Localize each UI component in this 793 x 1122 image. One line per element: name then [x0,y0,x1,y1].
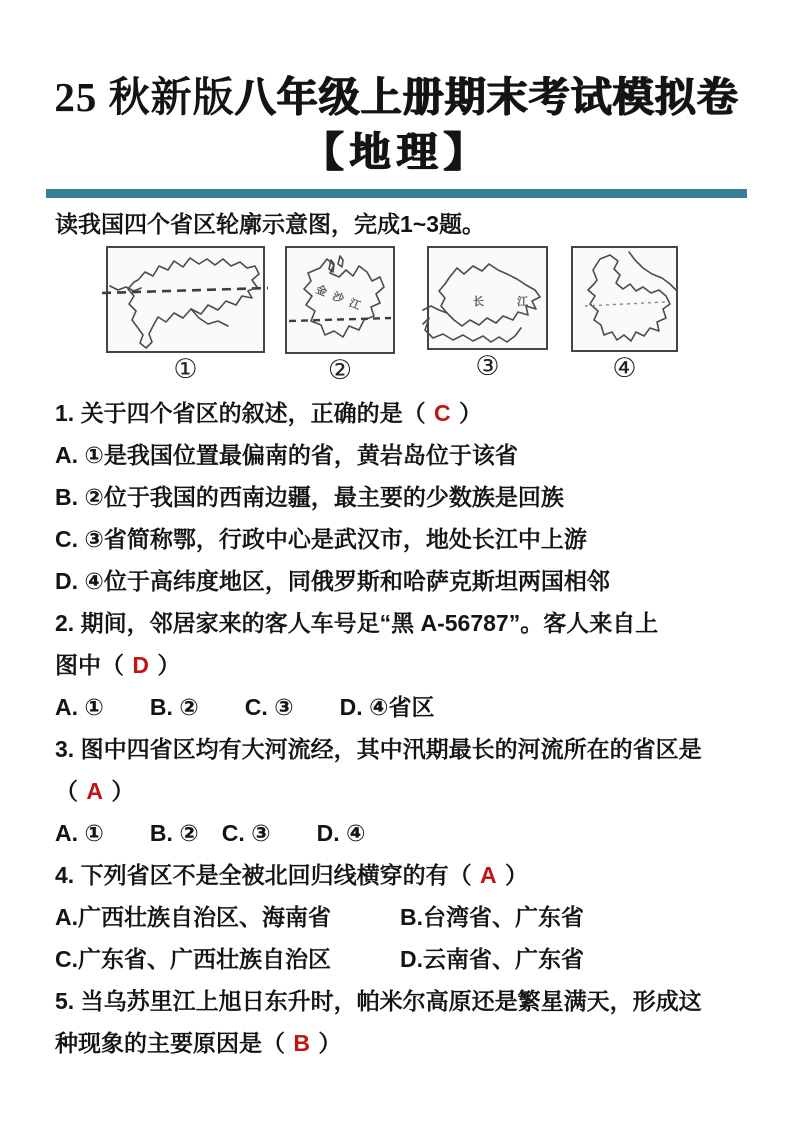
text-line [55,392,755,434]
text-line [55,854,755,896]
map-label-4: ④ [612,353,637,383]
line-text: A. ① B. ② C. ③ D. ④省区 [55,694,435,720]
line-text: 2. 期间，邻居家来的客人车号足“黑 A-56787”。客人来自上 [55,610,659,636]
answer-letter: A [479,862,497,888]
map-label-2: ② [327,355,353,385]
answer-letter: D [132,652,150,678]
map-column-1 [106,246,265,384]
province-maps-figure [106,246,793,385]
text-line [55,812,755,854]
line-text: 种现象的主要原因是（ [55,1030,292,1056]
text-line [55,602,755,644]
map-column-2 [285,246,395,385]
title-prefix: 25 秋新版 [54,74,235,120]
text-line [55,434,755,476]
line-text: 5. 当乌苏里江上旭日东升时，帕米尔高原还是繁星满天，形成这 [55,988,702,1014]
province-map-3 [427,246,548,350]
line-text: A. ①是我国位置最偏南的省，黄岩岛位于该省 [55,442,518,468]
line-text: ） [452,400,482,426]
text-line [55,1022,755,1064]
line-text: ） [151,652,181,678]
text-line [55,728,755,770]
line-text: ） [498,862,528,888]
province-map-2 [285,246,395,354]
text-line [55,644,755,686]
text-line [55,896,755,938]
line-text: B. ②位于我国的西南边疆，最主要的少数族是回族 [55,484,564,510]
line-text: ） [312,1030,342,1056]
text-line [55,686,755,728]
title-main: 八年级上册期末考试模拟卷 [234,74,739,120]
map-outline-3-icon [429,248,546,348]
map-outline-4-icon [573,248,676,350]
line-text: 1. 关于四个省区的叙述，正确的是（ [55,400,432,426]
line-text: C. ③省简称鄂，行政中心是武汉市，地处长江中上游 [55,526,587,552]
question-area [0,385,793,1064]
line-text: （ [55,778,85,804]
province-map-4 [571,246,678,352]
text-line [55,938,755,980]
line-text: C.广东省、广西壮族自治区 D.云南省、广东省 [55,946,584,972]
map-column-4 [571,246,678,383]
line-text: 图中（ [55,652,131,678]
line-text: A.广西壮族自治区、海南省 B.台湾省、广东省 [55,904,584,930]
river-label-jinshajiang: 金沙江 [313,283,369,316]
line-text: D. ④位于高纬度地区，同俄罗斯和哈萨克斯坦两国相邻 [55,568,610,594]
text-line [55,476,755,518]
text-line [55,518,755,560]
header-divider-bar [46,189,747,198]
province-map-1 [106,246,265,353]
map-column-3 [427,246,548,381]
river-label-changjiang: 长 江 [473,296,544,308]
intro-line: 读我国四个省区轮廓示意图，完成1~3题。 [55,211,486,237]
map-outline-1-icon [108,248,263,351]
line-text: 4. 下列省区不是全被北回归线横穿的有（ [55,862,478,888]
text-line [55,560,755,602]
line-text: A. ① B. ② C. ③ D. ④ [55,820,366,846]
answer-letter: B [293,1030,311,1056]
exam-title [0,72,793,122]
line-text: 3. 图中四省区均有大河流经，其中汛期最长的河流所在的省区是 [55,736,702,762]
map-label-3: ③ [475,351,500,381]
answer-letter: C [433,400,451,426]
exam-subject: 【地理】 [302,129,491,175]
text-line [55,770,755,812]
answer-letter: A [86,778,104,804]
map-outline-2-icon [287,248,393,352]
line-text: ） [105,778,135,804]
map-label-1: ① [173,354,198,384]
exam-header [0,0,793,198]
text-line [55,980,755,1022]
